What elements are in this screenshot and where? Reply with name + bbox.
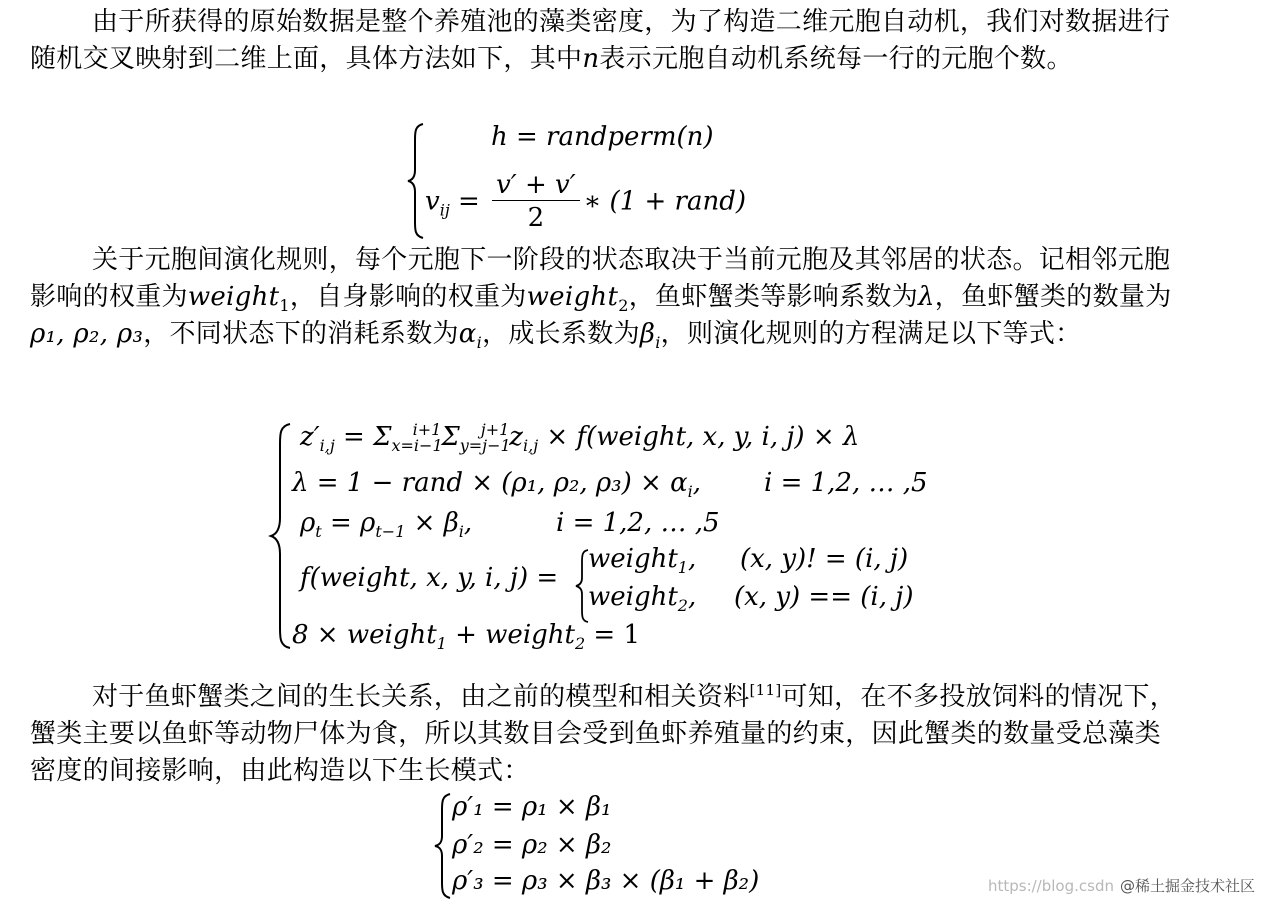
eq2-line4-lhs: f(weight, x, y, i, j) = — [300, 563, 559, 593]
eq2-case1-condition: (x, y)! = (i, j) — [740, 544, 909, 574]
eq2-line5: 8 × weight$_1$ + weight$_2$ = 1 — [292, 620, 641, 654]
watermark — [988, 875, 1255, 896]
eq2-line3-rho: ρ — [300, 508, 316, 538]
eq2-line2: λ = 1 − rand × (ρ₁, ρ₂, $\rho_3) \times \alpha_i$, — [292, 468, 702, 502]
eq3-line2: ρ′₂ = ρ₂ × β₂ — [452, 830, 612, 860]
para1-var-n: n — [582, 44, 600, 74]
para2-weight2: weight — [526, 282, 619, 312]
eq3-line1: ρ′₁ = ρ₁ × β₁ — [452, 792, 612, 822]
eq2-case2: weight$_2$, — [588, 582, 697, 616]
eq1-lhs: v — [425, 186, 440, 217]
eq2-case2-condition: (x, y) == (i, j) — [734, 582, 914, 612]
eq1-frac-numerator: v′ + v′ — [492, 170, 580, 201]
eq1-line1: h = randperm(n) — [491, 122, 714, 152]
eq2-line3: $\rho_t = \rho_{t-1} \times \beta_i$, — [300, 508, 473, 542]
equation-mapping — [405, 118, 825, 243]
para2-weight1: weight — [187, 282, 280, 312]
para3-text-1: 对于鱼虾蟹类之间的生长关系，由之前的模型和相关资料 — [92, 682, 750, 712]
eq2-case2-weight: weight — [588, 582, 678, 612]
eq1-line2: $v_{ij}$ = $\frac{v' + v'}{2}$ ∗ (1 + rand) — [425, 170, 747, 233]
eq2-case1-weight: weight — [588, 544, 678, 574]
eq1-fraction — [492, 170, 580, 235]
citation-11: [11] — [749, 681, 782, 699]
watermark-site: @稀土掘金技术社区 — [1119, 877, 1255, 895]
para2-text-3: ，鱼虾蟹类等影响系数为 — [628, 282, 919, 312]
eq1-frac-denominator: 2 — [527, 203, 545, 233]
para2-beta: β — [639, 319, 656, 349]
eq3-line3: ρ′₃ = ρ₃ × β₃ × (β₁ + β₂) — [452, 866, 760, 896]
para2-lambda: λ — [918, 282, 935, 312]
paragraph-intro — [30, 4, 1180, 78]
eq2-case1: weight$_1$, — [588, 544, 697, 578]
para2-text-4: ，鱼虾蟹类的数量为 — [934, 282, 1172, 312]
para2-text-6: ，成长系数为 — [482, 319, 640, 349]
paragraph-growth — [30, 672, 1180, 790]
eq2-line1: $z'_{i,j} = \Sigma_{x=i-1}^{i+1}\Sigma_{y=j-1}^{j+1}z_{i,j}$ × f(weight, x, y, i, j) × λ — [300, 420, 860, 456]
equation-growth — [432, 790, 792, 902]
eq1-rhs: ∗ (1 + rand) — [583, 186, 747, 217]
para1-text-a: 由于所获得的原始数据是整个养殖池的藻类密度，为了构造二维元胞自动机，我们对数据进行随机交叉映射到二维上面，具体方法如下，其中 — [30, 7, 1171, 74]
eq2-line2-expr: λ = 1 − rand × (ρ₁, ρ₂, ρ₃) × α — [292, 468, 688, 498]
left-brace-icon — [268, 418, 294, 654]
para1-text-b: 表示元胞自动机系统每一行的元胞个数。 — [599, 44, 1073, 74]
para2-text-5: ，不同状态下的消耗系数为 — [143, 319, 459, 349]
paragraph-evolution-rules: 关于元胞间演化规则，每个元胞下一阶段的状态取决于当前元胞及其邻居的状态。记相邻元胞影响的权重为weight$_1$，自身影响的权重为weight$_2$，鱼虾蟹类等影响系数为λ，鱼虾蟹类的数量为ρ₁, ρ₂, ρ₃，不同状态下的消耗系数为$\alpha_i$，成长系数为$\beta_i$，则演化规则的方程满足以下等式： — [30, 245, 1172, 353]
equation-evolution — [268, 418, 948, 658]
para2-text-7: ，则演化规则的方程满足以下等式： — [660, 319, 1082, 349]
para3-text-2: 可知，在不多投放饲料的情况下，蟹类主要以鱼虾等动物尸体为食，所以其数目会受到鱼虾养殖量的约束，因此蟹类的数量受总藻类密度的间接影响，由此构造以下生长模式： — [30, 682, 1177, 786]
eq2-line1-rest: × f(weight, x, y, i, j) × λ — [546, 422, 860, 452]
para2-alpha: α — [458, 319, 477, 349]
eq2-line5-expr: 8 × weight — [292, 620, 437, 650]
para2-text-1: 关于元胞间演化规则，每个元胞下一阶段的状态取决于当前元胞及其邻居的状态。记相邻元胞影响的权重为 — [30, 245, 1171, 312]
para2-text-2: ，自身影响的权重为 — [289, 282, 527, 312]
left-brace-icon — [432, 790, 454, 902]
left-brace-icon — [405, 118, 427, 243]
para2-rhos: ρ₁, ρ₂, ρ₃ — [30, 319, 144, 349]
eq2-line2-condition: i = 1,2, … ,5 — [764, 468, 928, 498]
eq2-line3-condition: i = 1,2, … ,5 — [556, 508, 720, 538]
watermark-blog: https://blog.csdn — [987, 877, 1114, 895]
